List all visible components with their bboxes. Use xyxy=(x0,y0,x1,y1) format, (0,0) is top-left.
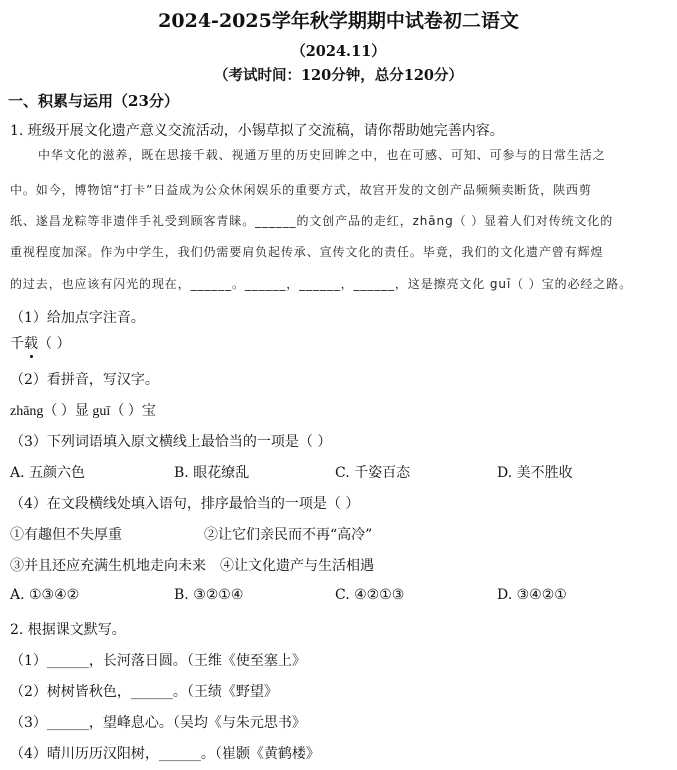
recitation-line: （2）树树皆秋色，______。（王绩《野望》 xyxy=(10,684,278,700)
passage-line: 的过去，也应该有闪光的现在，______。______，______，______，这是擦亮文化 guī（ ）宝的必经之路。 xyxy=(10,277,632,291)
sub-question-4: （4）在文段横线处填入语句，排序最恰当的一项是（ ） xyxy=(10,496,360,512)
option-d: D. 美不胜收 xyxy=(497,465,573,481)
sub-question-1-word xyxy=(10,333,70,353)
passage-line: 中。如今，博物馆“打卡”日益成为公众休闲娱乐的重要方式，故宫开发的文创产品频频卖断货，陕西剪 xyxy=(10,183,592,197)
sentence-2: ②让它们亲民而不再“高冷” xyxy=(204,527,373,543)
recitation-line: （4）晴川历历汉阳树，______。（崔颢《黄鹤楼》 xyxy=(10,746,320,762)
option-b: B. ③②①④ xyxy=(174,587,244,603)
passage-line: 纸、遂昌龙粽等非遗伴手礼受到顾客青睐。______的文创产品的走红，zhāng（ ）显着人们对传统文化的 xyxy=(10,214,614,228)
option-c: C. 千姿百态 xyxy=(335,465,411,481)
option-a: A. ①③④② xyxy=(10,587,80,603)
recitation-line: （3）______，望峰息心。（吴均《与朱元思书》 xyxy=(10,715,306,731)
passage-line: 重视程度加深。作为中学生，我们仍需要肩负起传承、宣传文化的责任。毕竟，我们的文化遗产曾有辉煌 xyxy=(10,245,604,259)
sub-question-2-blanks: zhāng（ ）显 guī（ ）宝 xyxy=(10,404,156,419)
option-b: B. 眼花缭乱 xyxy=(174,465,250,481)
question-2-stem: 2. 根据课文默写。 xyxy=(10,622,126,638)
sentence-3: ③并且还应充满生机地走向未来 xyxy=(10,558,206,574)
recitation-line: （1）______，长河落日圆。（王维《使至塞上》 xyxy=(10,653,306,669)
question-1-stem: 1. 班级开展文化遗产意义交流活动，小锡草拟了交流稿，请你帮助她完善内容。 xyxy=(10,123,504,139)
word-blank: （ ） xyxy=(38,336,71,352)
option-c: C. ④②①③ xyxy=(335,587,405,603)
section-heading: 一、积累与运用（23分） xyxy=(8,92,179,110)
word-prefix: 千 xyxy=(10,336,24,352)
exam-title: 2024-2025学年秋学期期中试卷初二语文 xyxy=(158,10,519,32)
sentence-4: ④让文化遗产与生活相遇 xyxy=(220,558,374,574)
sentence-1: ①有趣但不失厚重 xyxy=(10,527,122,543)
option-a: A. 五颜六色 xyxy=(10,465,86,481)
dotted-char: 载 xyxy=(24,333,38,353)
passage-line: 中华文化的滋养，既在思接千载、视通万里的历史回眸之中，也在可感、可知、可参与的日常生活之 xyxy=(38,148,606,162)
exam-date: （2024.11） xyxy=(291,43,386,60)
sub-question-3: （3）下列词语填入原文横线上最恰当的一项是（ ） xyxy=(10,434,332,450)
exam-info: （考试时间：120分钟，总分120分） xyxy=(213,67,464,84)
sub-question-1: （1）给加点字注音。 xyxy=(10,310,145,326)
option-d: D. ③④②① xyxy=(497,587,567,603)
sub-question-2: （2）看拼音，写汉字。 xyxy=(10,372,159,388)
